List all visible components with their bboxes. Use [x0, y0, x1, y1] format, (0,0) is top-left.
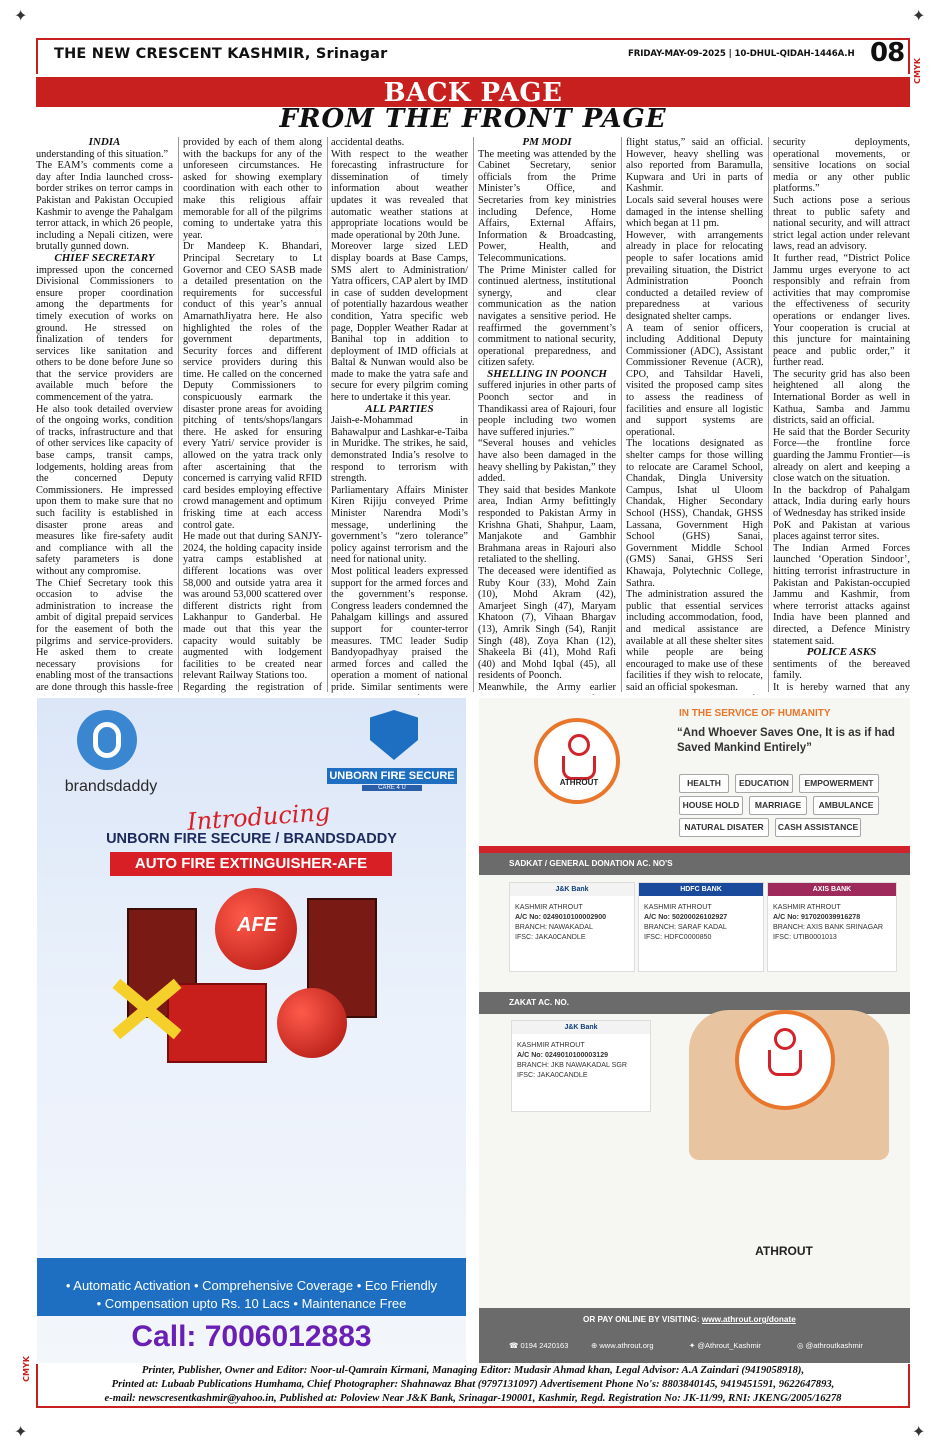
bank-branch: BRANCH: AXIS BANK SRINAGAR	[773, 923, 883, 931]
paragraph: The Indian Armed Forces launched ‘Operation Sindoor’, hitting terrorist infrastructure in Pakistan and Pakistan-occupied Jammu and Kashmir, from where terrorist attacks against India have been planned and directed, a Defence Ministry statement said.	[773, 542, 910, 647]
introducing-script: Introducing	[186, 798, 332, 836]
paragraph: A team of senior officers, including Additional Deputy Commissioner (ADC), Assistant Commissioner Revenue (ACR), CPO, and Tahsildar Haveli, visited the proposed camp sites to assess the readiness of facilities and ensure all logistic and support systems are operational.	[626, 322, 763, 438]
features-line: • Automatic Activation • Comprehensive Coverage • Eco Friendly	[65, 1278, 438, 1293]
account-holder: KASHMIR ATHROUT	[515, 903, 583, 911]
bank-name: J&K Bank	[510, 883, 634, 896]
athrout-donation-ad	[479, 698, 910, 1363]
bank-branch: BRANCH: SARAF KADAL	[644, 923, 727, 931]
paragraph: He made out that during SANJY-2024, the holding capacity inside yatra camps established at different locations was over 58,000 and outside yatra area it was around 53,000 scattered over different districts right from Lakhanpur to Ganderbal. He made out that this year the capacity would suitably be augmented with lodgement facilities to be created near relevant Railway Stations too.	[183, 531, 322, 682]
service-pill: HEALTH	[679, 774, 729, 793]
article-column-3	[331, 137, 468, 695]
column-rule	[621, 137, 622, 692]
sadkat-bar: SADKAT / GENERAL DONATION AC. NO'S	[479, 853, 910, 875]
article-heading: ALL PARTIES	[365, 402, 434, 415]
column-rule	[768, 137, 769, 692]
column-rule	[473, 137, 474, 692]
paragraph: sentiments of the bereaved family.	[773, 658, 910, 682]
zakat-bar: ZAKAT AC. NO.	[479, 992, 910, 1014]
paragraph: Such actions pose a serious threat to public safety and national security, and will attract strict legal action under relevant laws, read an advisory.	[773, 194, 910, 253]
article-column-5	[626, 137, 763, 695]
account-number: A/C No: 0249010100003129	[517, 1051, 609, 1059]
article-heading: INDIA	[88, 137, 121, 148]
paragraph: It is hereby warned that any	[773, 681, 910, 693]
ad-product-title: AUTO FIRE EXTINGUISHER-AFE	[110, 852, 392, 876]
service-pill: MARRIAGE	[749, 796, 807, 815]
athrout-logo-icon	[735, 1010, 835, 1110]
account-number: A/C No: 0249010100002900	[515, 913, 607, 921]
article-heading: CHIEF SECRETARY	[54, 251, 155, 264]
instagram-icon: ◎	[797, 1341, 804, 1350]
paragraph: They said that besides Mankote area, Indian Army befittingly responded to Pakistan Army in Krishna Ghati, Shahpur, Laam, Manjakote and Gambhir Brahmana areas in Rajouri also retaliated to the shelling.	[478, 484, 616, 566]
unborn-tagline: CARE 4 U	[362, 785, 422, 791]
paragraph: He also took detailed overview of the ongoing works, condition of tracks, infrastructure and that of other services like capacity of base camps, transit camps, lodgements, holding areas from the concerned Deputy Commissioners. He impressed upon them to make sure that no such facility is established in disaster prone areas and measures like fire-safety audit and compliance with all the safety parameters is done without any compromise.	[36, 403, 173, 577]
paragraph: It further read, “District Police Jammu urges everyone to act responsibly and refrain from activities that may compromise the effectiveness of security operations or endanger lives. Your cooperation is crucial at this juncture for maintaining peace and public order,” it further read.	[773, 252, 910, 369]
article-column-1	[36, 137, 173, 695]
article-column-4	[478, 137, 616, 695]
service-pill: CASH ASSISTANCE	[775, 818, 861, 837]
column-rule	[327, 137, 328, 692]
paragraph: Dr Mandeep K. Bhandari, Principal Secretary to Lt Governor and CEO SASB made a detailed presentation on the requirements for successful conduct of this year’s annual AmarnathJiyatra here. He also highlighted the roles of the government departments, Security forces and different service providers during this time. He called on the concerned Deputy Commissioners to conspicuously earmark the disaster prone areas for avoiding pitching of tents/shops/langars there. He asked for ensuring every Yatri/ service provider is allowed on the yatra track only after ascertaining that the concerned is carrying valid RFID card besides employing effective crowd management and optimum frisking time at each access control gate.	[183, 241, 322, 531]
service-pill: NATURAL DISATER	[679, 818, 769, 837]
registration-mark: ✦	[14, 6, 28, 25]
bank-name: AXIS BANK	[768, 883, 896, 896]
paragraph: Parliamentary Affairs Minister Kiren Rijiju conveyed Prime Minister Narendra Modi’s message, underlining the government’s “zero tolerance” policy against terrorism and the need for national unity.	[331, 484, 468, 566]
article-column-6	[773, 137, 910, 695]
bank-name: J&K Bank	[512, 1021, 650, 1034]
account-holder: KASHMIR ATHROUT	[517, 1041, 585, 1049]
section-banner: BACK PAGE	[36, 77, 910, 107]
account-holder: KASHMIR ATHROUT	[644, 903, 712, 911]
paragraph: Jaish-e-Mohammad in Bahawalpur and Lashkar-e-Taiba in Muridke. The strikes, he said, demonstrated India’s resolve to respond to terrorism with strength.	[331, 415, 468, 485]
fire-extinguisher-ad	[37, 698, 466, 1363]
bank-ifsc: IFSC: HDFC0000850	[644, 933, 712, 941]
online-label: OR PAY ONLINE BY VISITING: www.athrout.org/donate	[583, 1315, 796, 1324]
brandsdaddy-name: brandsdaddy	[64, 778, 158, 795]
ad-heading: IN THE SERVICE OF HUMANITY	[679, 708, 831, 719]
paragraph: Locals said several houses were damaged in the intense shelling which began at 11 pm.	[626, 194, 763, 230]
ad-quote: “And Whoever Saves One, It is as if had Saved Mankind Entirely”	[677, 727, 895, 754]
athrout-logo-text: ATHROUT	[755, 1244, 813, 1258]
bank-ifsc: IFSC: JAKA0CANDLE	[515, 933, 586, 941]
registration-mark: ✦	[912, 6, 926, 25]
service-pill: AMBULANCE	[813, 796, 879, 815]
paragraph: provided by each of them along with the backups for any of the unforeseen circumstances. He asked for showing exemplary coordination with each other to make this religious affair memorable for all of the pilgrims coming to undertake yatra this year.	[183, 137, 322, 241]
paragraph: Meanwhile, the Army earlier	[478, 681, 616, 693]
imprint-line: e-mail: newscresentkashmir@yahoo.in, Published at: Poloview Near J&K Bank, Srinagar-190001, Kashmir, Regd. Registration No: JK-11/99, RNI: JKENG/2005/16278	[104, 1393, 842, 1404]
paragraph: The security grid has also been heightened all along the International Border as well in Kathua, Samba and Jammu districts, said an official.	[773, 368, 910, 427]
cmyk-strip: CMYK	[22, 1356, 31, 1382]
masthead	[36, 38, 910, 74]
account-number: A/C No: 917020039916278	[773, 913, 861, 921]
paragraph: The meeting was attended by the Cabinet Secretary, senior officials from the Prime Minister’s Office, and Secretaries from key ministries including Defence, Home Affairs, External Affairs, Information & Broadcasting, Power, Health, and Telecommunications.	[478, 148, 616, 264]
phone-icon: ☎	[509, 1341, 519, 1350]
paragraph: In the backdrop of Pahalgam attack, India during early hours of Wednesday has striked inside	[773, 484, 910, 519]
athrout-logo-icon	[534, 718, 620, 804]
bank-branch: BRANCH: NAWAKADAL	[515, 923, 593, 931]
article-heading: POLICE ASKS	[806, 646, 877, 659]
paragraph	[626, 694, 763, 696]
service-pill: EMPOWERMENT	[799, 774, 879, 793]
paragraph: With respect to the weather forecasting infrastructure for dissemination of timely information about weather updates it was revealed that automatic weather stations at appropriate locations would be made operational by 20th June.	[331, 148, 468, 241]
paragraph: accidental deaths.	[331, 137, 405, 148]
paragraph: PoK and Pakistan at various places against terror sites.	[773, 519, 910, 543]
bank-card	[638, 882, 764, 972]
column-rule	[178, 137, 179, 692]
paragraph: The Prime Minister called for continued alertness, institutional synergy, and clear communication as the nation navigates a sensitive period. He reaffirmed the government’s commitment to national security, operational preparedness, and citizen safety.	[478, 264, 616, 369]
phone-contact: ☎ 0194 2420163	[509, 1341, 569, 1350]
product-label: AFE	[237, 914, 277, 936]
imprint-line: Printer, Publisher, Owner and Editor: Noor-ul-Qamrain Kirmani, Managing Editor: Mudasir Ahmad khan, Legal Advisor: A.A Zaindari (9419058918),	[141, 1365, 805, 1376]
bank-ifsc: IFSC: UTIB0001013	[773, 933, 837, 941]
twitter-contact[interactable]: ✦ @Athrout_Kashmir	[689, 1341, 761, 1350]
bank-ifsc: IFSC: JAKA0CANDLE	[517, 1071, 588, 1079]
paragraph: “Several houses and vehicles have also been damaged in the heavy shelling by Pakistan,” they added.	[478, 438, 616, 485]
article-heading: SHELLING IN POONCH	[487, 367, 607, 380]
shield-icon	[370, 710, 418, 760]
paragraph: understanding of this situation.”	[36, 148, 169, 160]
accent-rule	[479, 846, 910, 853]
section-subtitle: FROM THE FRONT PAGE	[279, 104, 667, 134]
globe-icon: ⊕	[591, 1341, 598, 1350]
bank-branch: BRANCH: JKB NAWAKADAL SGR	[517, 1061, 627, 1069]
brandsdaddy-logo-icon	[77, 710, 137, 770]
account-number: A/C No: 50200026102927	[644, 913, 728, 921]
cmyk-strip: CMYK	[913, 58, 922, 84]
paragraph: Regarding the registration of	[183, 681, 322, 693]
athrout-logo-text: ATHROUT	[559, 778, 599, 787]
bank-card	[509, 882, 635, 972]
bank-card	[767, 882, 897, 972]
product-image	[127, 888, 377, 1068]
features-line: • Compensation upto Rs. 10 Lacs • Maintenance Free	[96, 1296, 407, 1311]
bank-name: HDFC BANK	[639, 883, 763, 896]
paragraph: Most political leaders expressed support for the armed forces and the government’s response. Congress leaders condemned the Pahalgam killings and assured support for counter-terror measures. TMC leader Sudip Bandyopadhyay praised the armed forces and called the operation a moment of national pride. Similar sentiments were	[331, 565, 468, 693]
paragraph: Moreover large sized LED display boards at Base Camps, SMS alert to Administration/ Yatra officers, CAP alert by IMD in case of sudden development of potentially hazardous weather condition, Yatra specific web page, Doppler Weather Radar at Banihal top in addition to deployment of IMD officials at Baltal & Nunwan would also be made to make the yatra safe and secure for every pilgrim coming here to undertake it this year.	[331, 241, 468, 404]
paragraph: However, with arrangements already in place for relocating people to safer locations amid prevailing situation, the District Administration Poonch conducted a detailed review of preparedness at various designated shelter camps.	[626, 229, 763, 322]
paragraph: suffered injuries in other parts of Poonch sector and in Thandikassi area of Rajouri, four people including two women have suffered injuries.”	[478, 380, 616, 438]
paper-name: THE NEW CRESCENT KASHMIR, Srinagar	[54, 46, 388, 62]
paragraph: security deployments, operational movements, or sensitive locations on social media or any other public platforms.”	[773, 137, 910, 195]
issue-date: FRIDAY-MAY-09-2025 | 10-DHUL-QIDAH-1446A.H	[628, 49, 855, 59]
donate-link[interactable]: www.athrout.org/donate	[701, 1315, 796, 1324]
article-column-2	[183, 137, 322, 695]
paragraph: The locations designated as shelter camps for those willing to relocate are Caramel School, Chandak, Dingla University Campus, Ishat ul Uloom Chandak, Higher Secondary School (HSS), Chandak, GHSS Lassana, Government High School (GHS) Sanai, Government Middle School (GMS) Sanai, GHSS Seri Khawaja, Polytechnic College, Sathra.	[626, 438, 763, 589]
imprint-line: Printed at: Lubaab Publications Humhama, Chief Photographer: Shahnawaz Bhat (9797131097) Advertisement Phone No's: 8803840145, 9419451591, 9622647893,	[111, 1379, 835, 1390]
ad-headline: UNBORN FIRE SECURE / BRANDSDADDY	[106, 831, 397, 847]
unborn-fire-secure-name: UNBORN FIRE SECURE	[327, 768, 457, 784]
paragraph: The deceased were identified as Ruby Kour (33), Mohd Zain (10), Mohd Akram (42), Amarjeet Singh (47), Maryam Khatoon (7), Vihaan Bhargav (13), Amrik Singh (54), Ranjit Singh (48), Zoya Khan (12), Shakeela Bi (41), Mohd Rafi (40) and Mohd Iqbal (45), all residents of Poonch.	[478, 565, 616, 682]
call-number: Call: 7006012883	[131, 1320, 372, 1353]
instagram-contact[interactable]: ◎ @athroutkashmir	[797, 1341, 863, 1350]
bank-card	[511, 1020, 651, 1112]
paragraph: impressed upon the concerned Divisional Commissioners to ensure proper coordination among the departments for timely execution of works on ground. He stressed on finalization of tenders for services like sanitation and others to be done before June so that the service providers are available much before the commencement of the yatra.	[36, 264, 173, 404]
paragraph: The Chief Secretary took this occasion to advise the administration to increase the ambit of digital prepaid services for the easement of both the pilgrims and service-providers. He asked them to create necessary provisions for enabling most of the transactions are done through this hassle-free	[36, 577, 173, 693]
twitter-icon: ✦	[689, 1341, 696, 1350]
paragraph: He said that the Border Security Force—the frontline force guarding the Jammu Frontier—is already on alert and keeping a close watch on the situation.	[773, 426, 910, 485]
web-contact[interactable]: ⊕ www.athrout.org	[591, 1341, 654, 1350]
service-pill: HOUSE HOLD	[679, 796, 743, 815]
article-heading: PM MODI	[522, 137, 572, 148]
service-pill: EDUCATION	[735, 774, 793, 793]
registration-mark: ✦	[14, 1422, 28, 1441]
page-number: 08	[870, 38, 905, 68]
paragraph: The EAM’s comments come a day after India launched cross-border strikes on terror camps in Pakistan and Pakistan Occupied Kashmir to avenge the Pahalgam terror attack, in which 26 people, including a Nepali citizen, were brutally gunned down.	[36, 160, 173, 253]
registration-mark: ✦	[912, 1422, 926, 1441]
paragraph: The administration assured the public that essential services including accommodation, food, and medical assistance are available at all these shelter sites while people are being encouraged to make use of these facilities if they wish to relocate, said an official spokesman.	[626, 589, 763, 693]
paragraph: flight status,” said an official. However, heavy shelling was also reported from Baramulla, Kupwara and Uri in parts of Kashmir.	[626, 137, 763, 195]
account-holder: KASHMIR ATHROUT	[773, 903, 841, 911]
